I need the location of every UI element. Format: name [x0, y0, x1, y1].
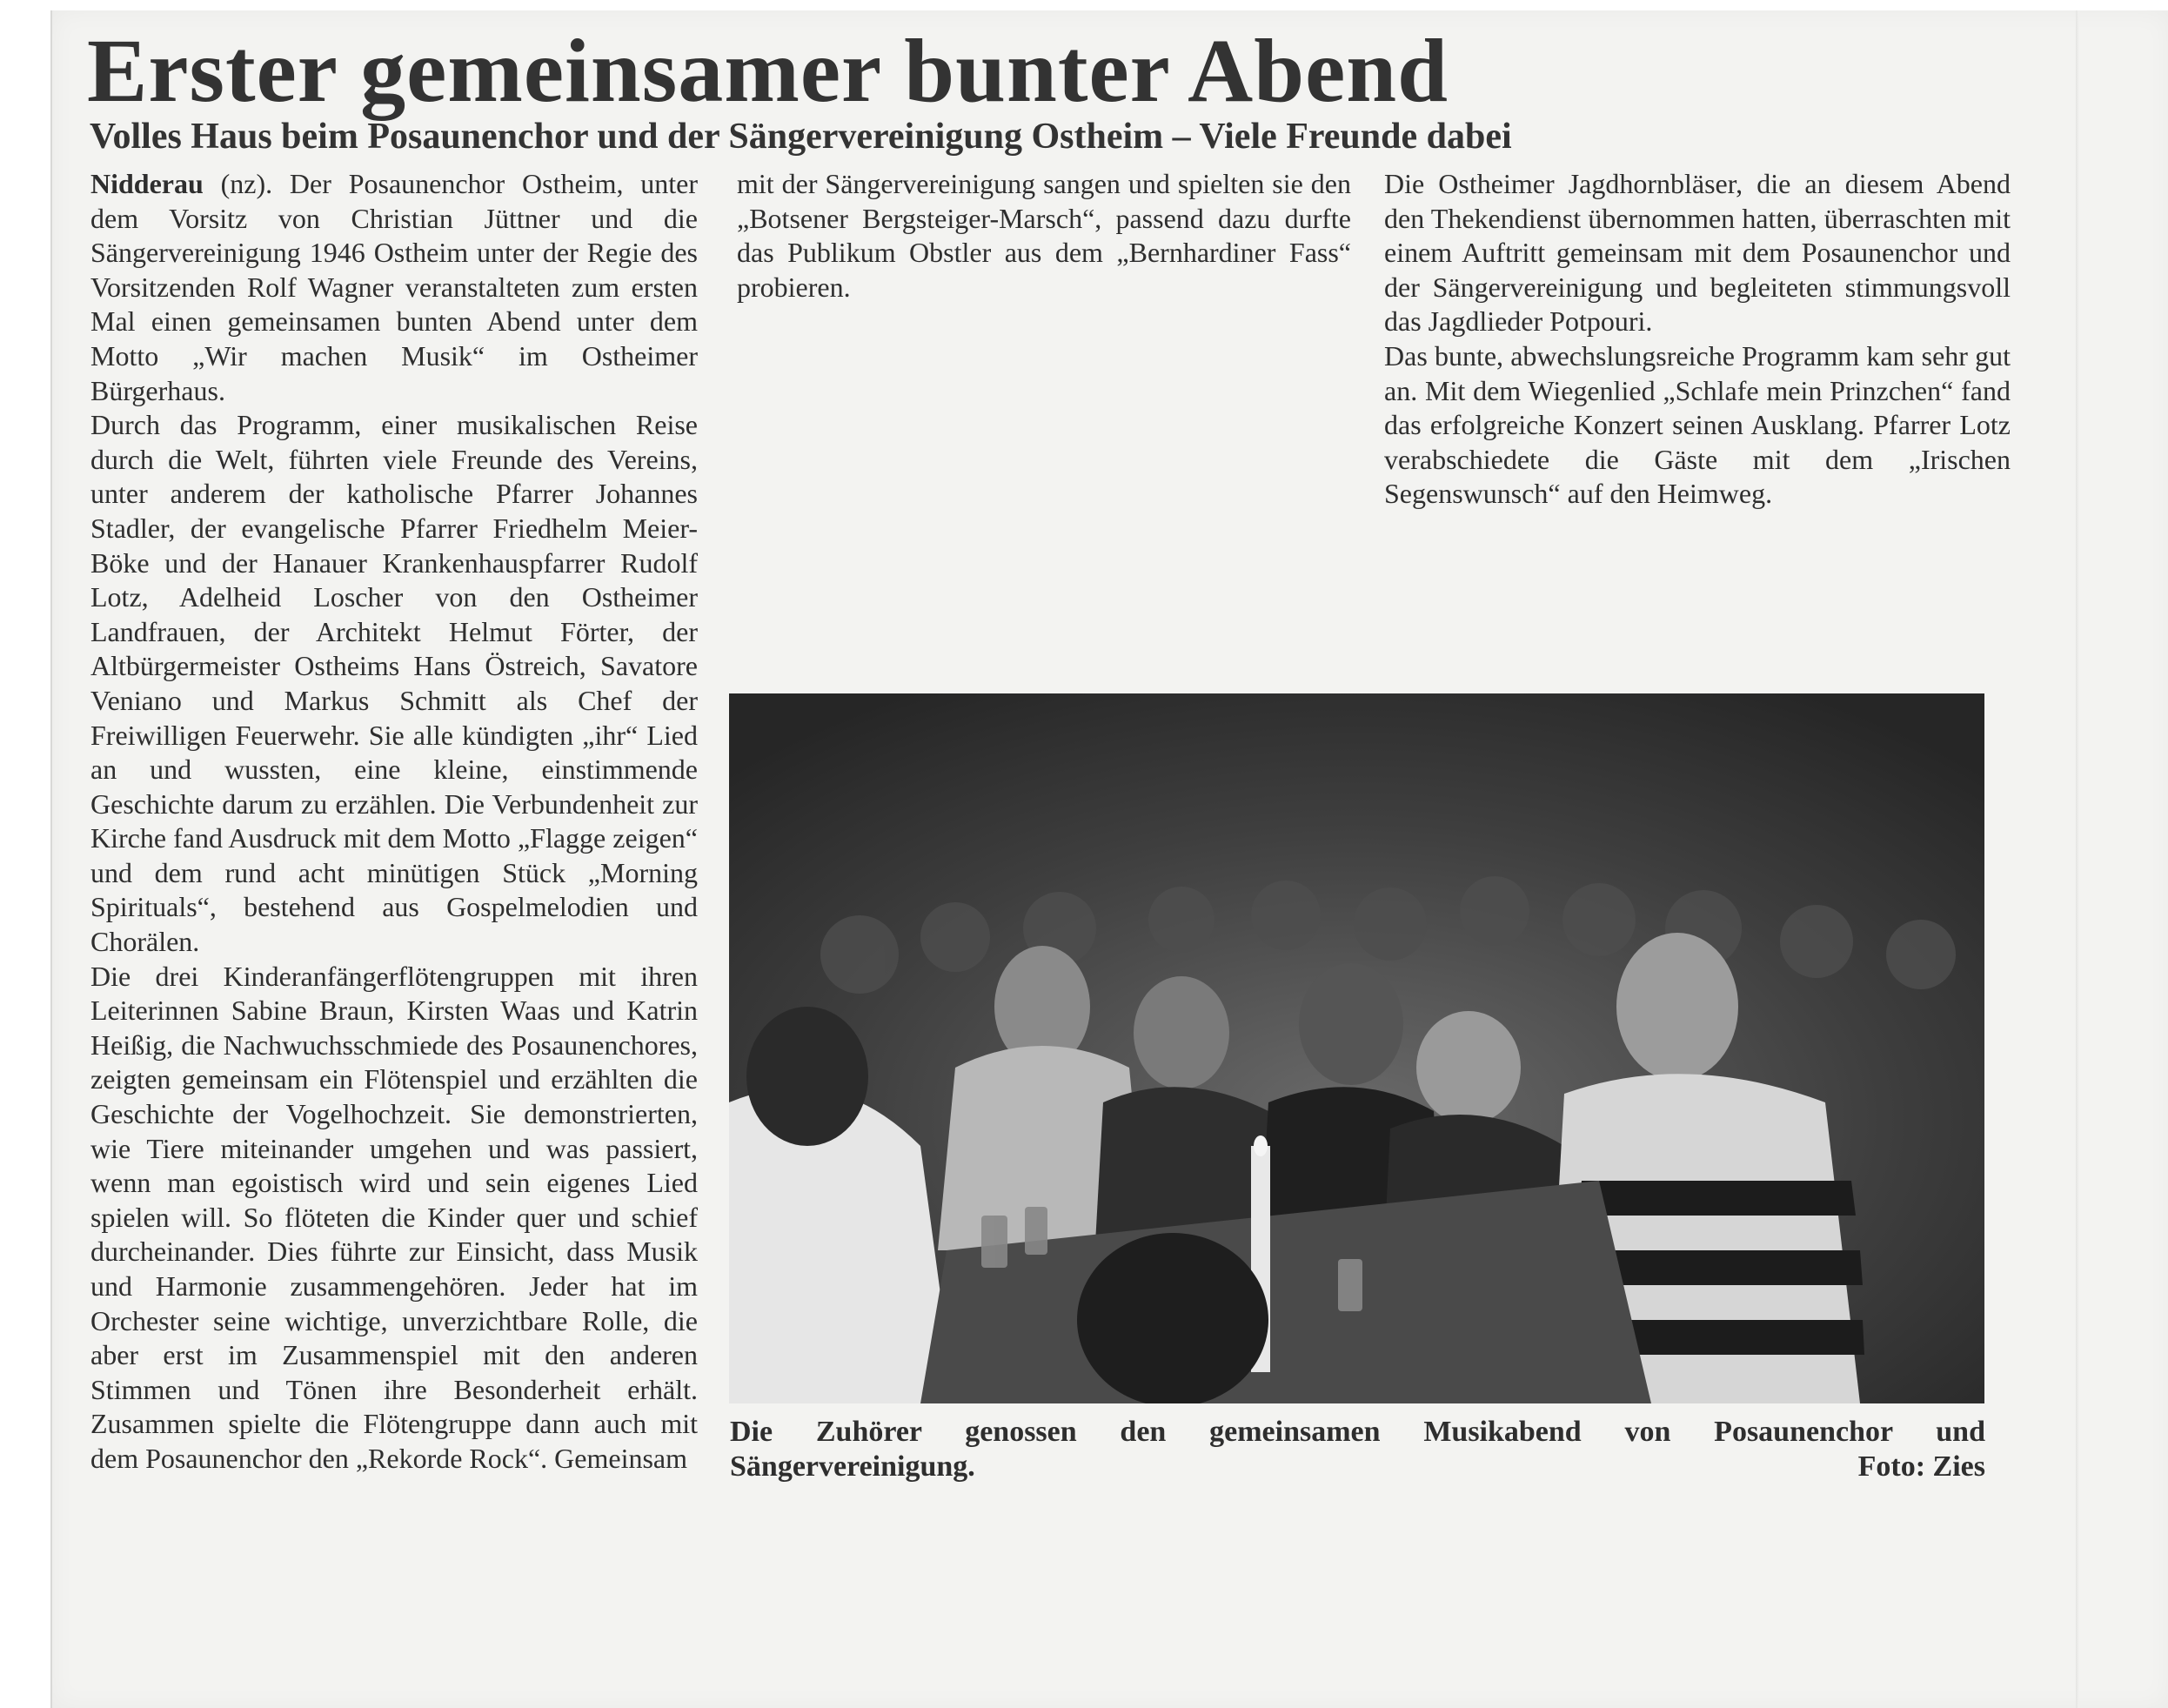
caption-line-1: Die Zuhörer genossen den gemeinsamen Musikabend von Posaunenchor und	[730, 1416, 1985, 1448]
photo-credit: Foto: Zies	[1857, 1450, 1985, 1483]
photo-image	[729, 693, 1984, 1403]
article-column-2	[737, 167, 1351, 305]
dateline: Nidderau	[90, 168, 204, 199]
article-column-3	[1384, 167, 2011, 512]
paper-fold-edge	[2076, 10, 2079, 1708]
article-subheadline: Volles Haus beim Posaunenchor und der Sängervereinigung Ostheim – Viele Freunde dabei	[90, 117, 1512, 157]
photo-caption	[730, 1415, 1985, 1484]
audience-photo	[729, 693, 1984, 1403]
paragraph-1-text: (nz). Der Posaunenchor Ostheim, unter dem Vorsitz von Christian Jüttner und die Sängervereinigung 1946 Ostheim unter der Regie des Vorsitzenden Rolf Wagner veranstalteten zum ersten Mal einen gemeinsamen bunten Abend unter dem Motto „Wir machen Musik“ im Ostheimer Bürgerhaus.	[90, 168, 699, 406]
paragraph-5: Das bunte, abwechslungsreiche Programm kam sehr gut an. Mit dem Wiegenlied „Schlafe mein Prinzchen“ fand das erfolgreiche Konzert seinen Ausklang. Pfarrer Lotz verabschiedete die Gäste mit dem „Irischen Segenswunsch“ auf den Heimweg.	[1384, 339, 2011, 510]
paragraph-3-continued: mit der Sängervereinigung sangen und spielten sie den „Botsener Bergsteiger-Marsch“, passend dazu durfte das Publikum Obstler aus dem „Bernhardiner Fass“ probieren.	[737, 168, 1351, 303]
caption-line-2-row	[730, 1450, 1985, 1484]
paragraph-1	[90, 167, 698, 408]
paragraph-2: Durch das Programm, einer musikalischen Reise durch die Welt, führten viele Freunde des Vereins, unter anderem der katholische Pfarrer Johannes Stadler, der evangelische Pfarrer Friedhelm Meier-Böke und der Hanauer Krankenhauspfarrer Rudolf Lotz, Adelheid Loscher von den Ostheimer Landfrauen, der Architekt Helmut Förter, der Altbürgermeister Ostheims Hans Östreich, Savatore Veniano und Markus Schmitt als Chef der Freiwilligen Feuerwehr. Sie alle kündigten „ihr“ Lied an und wussten, eine kleine, einstimmende Geschichte darum zu erzählen. Die Verbundenheit zur Kirche fand Ausdruck mit dem Motto „Flagge zeigen“ und dem rund acht minütigen Stück „Morning Spirituals“, bestehend aus Gospelmelodien und Chorälen.	[90, 409, 698, 958]
caption-line-2: Sängervereinigung.	[730, 1450, 975, 1483]
article-headline: Erster gemeinsamer bunter Abend	[87, 21, 1449, 121]
paragraph-4: Die Ostheimer Jagdhornbläser, die an diesem Abend den Thekendienst übernommen hatten, überraschten mit einem Auftritt gemeinsam mit dem Posaunenchor und der Sängervereinigung und begleiteten stimmungsvoll das Jagdlieder Potpouri.	[1384, 168, 2011, 338]
paragraph-3: Die drei Kinderanfängerflötengruppen mit ihren Leiterinnen Sabine Braun, Kirsten Waas und Katrin Heißig, die Nachwuchsschmiede des Posaunenchores, zeigten gemeinsam ein Flötenspiel und erzählten die Geschichte der Vogelhochzeit. Sie demonstrierten, wie Tiere miteinander umgehen und was passiert, wenn man egoistisch wird und sein eigenes Lied spielen will. So flöteten die Kinder quer und schief durcheinander. Dies führte zur Einsicht, dass Musik und Harmonie zusammengehören. Jeder hat im Orchester seine wichtige, unverzichtbare Rolle, die aber erst im Zusammenspiel mit den anderen Stimmen und Tönen ihre Besonderheit erhält. Zusammen spielte die Flötengruppe dann auch mit dem Posaunenchor den „Rekorde Rock“. Gemeinsam	[90, 960, 698, 1474]
article-column-1	[90, 167, 698, 1477]
